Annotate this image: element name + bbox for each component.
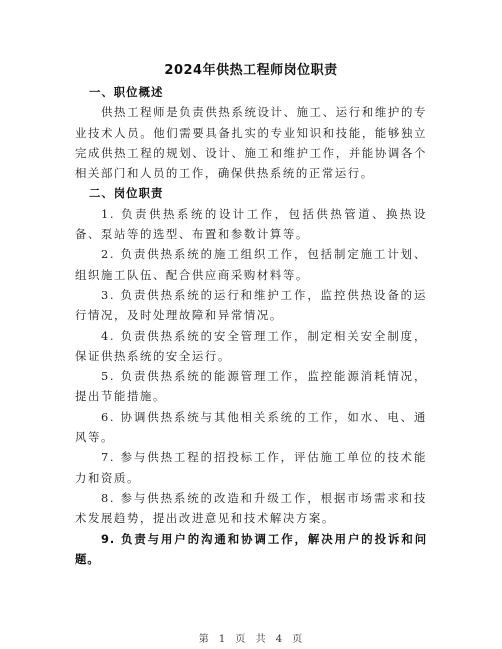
duty-item-9: 9. 负责与用户的沟通和协调工作，解决用户的投诉和问题。 bbox=[75, 531, 427, 566]
duty-item-6: 6. 协调供热系统与其他相关系统的工作，如水、电、通风等。 bbox=[75, 409, 427, 445]
section-heading-overview: 一、职位概述 bbox=[89, 85, 164, 99]
overview-paragraph: 供热工程师是负责供热系统设计、施工、运行和维护的专业技术人员。他们需要具备扎实的专业知识和技能，能够独立完成供热工程的规划、设计、施工和维护工作，并能协调各个相关部门和人员的工作，确保供热系统的正常运行。 bbox=[75, 105, 427, 181]
duty-item-5: 5. 负责供热系统的能源管理工作，监控能源消耗情况，提出节能措施。 bbox=[75, 369, 427, 404]
duty-item-2: 2. 负责供热系统的施工组织工作，包括制定施工计划、组织施工队伍、配合供应商采购材料等。 bbox=[75, 247, 427, 282]
document-title: 2024年供热工程师岗位职责 bbox=[164, 63, 338, 78]
document-body bbox=[75, 82, 427, 569]
duty-item-1: 1. 负责供热系统的设计工作，包括供热管道、换热设备、泵站等的选型、布置和参数计算等。 bbox=[75, 206, 427, 242]
duty-item-8: 8. 参与供热系统的改造和升级工作，根据市场需求和技术发展趋势，提出改进意见和技术解决方案。 bbox=[75, 490, 427, 526]
page-footer: 第 1 页 共 4 页 bbox=[198, 634, 304, 645]
duty-item-3: 3. 负责供热系统的运行和维护工作，监控供热设备的运行情况，及时处理故障和异常情况。 bbox=[75, 287, 427, 323]
duty-item-7: 7. 参与供热工程的招投标工作，评估施工单位的技术能力和资质。 bbox=[75, 450, 427, 485]
duty-item-4: 4. 负责供热系统的安全管理工作，制定相关安全制度，保证供热系统的安全运行。 bbox=[75, 328, 427, 363]
section-heading-duties: 二、岗位职责 bbox=[89, 186, 164, 201]
